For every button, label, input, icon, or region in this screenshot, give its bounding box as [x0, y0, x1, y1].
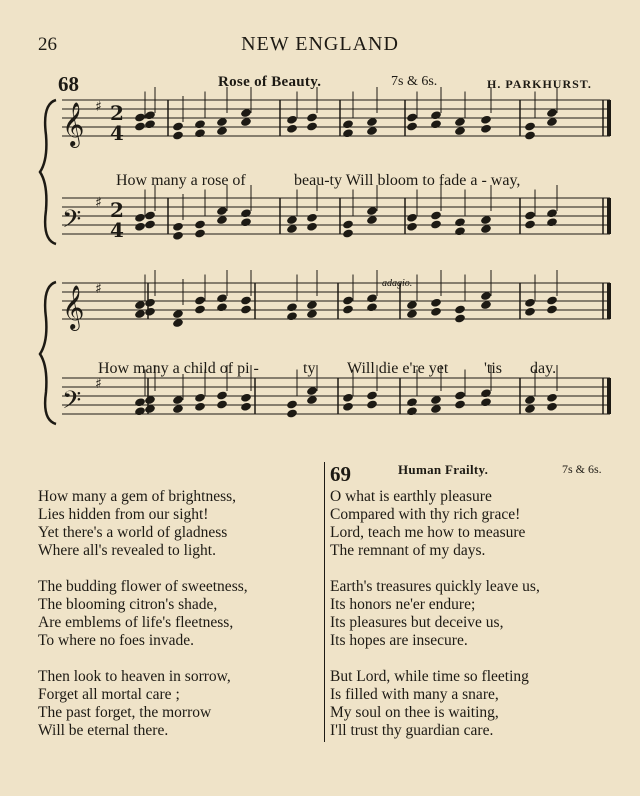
verse-line: The blooming citron's shade, — [38, 596, 218, 613]
stanza — [38, 668, 248, 740]
running-title: NEW ENGLAND — [241, 33, 399, 55]
verse-line: Its pleasures but deceive us, — [330, 614, 504, 631]
hymn-68-title: Rose of Beauty. — [218, 74, 322, 90]
notehead — [194, 402, 206, 412]
verse-line: Lies hidden from our sight! — [38, 506, 209, 523]
notehead — [430, 210, 442, 220]
notehead — [144, 219, 156, 229]
page-number: 26 — [38, 34, 57, 55]
notehead — [144, 210, 156, 220]
verse-line: The past forget, the morrow — [38, 704, 212, 721]
notehead — [134, 112, 146, 122]
notehead — [480, 115, 492, 125]
verse-line: Is filled with many a snare, — [330, 686, 499, 703]
notehead — [172, 130, 184, 140]
verse-line: Where all's revealed to light. — [38, 542, 216, 559]
stanza — [38, 488, 248, 560]
notehead — [366, 399, 378, 409]
notehead — [172, 121, 184, 131]
lyric-line-1a: How many a rose of — [116, 172, 246, 189]
notehead — [524, 307, 536, 317]
treble-clef-icon: 𝄞 — [62, 285, 85, 329]
notehead — [454, 399, 466, 409]
lyric-line-2c: Will die e're yet — [347, 360, 449, 377]
notehead — [194, 119, 206, 129]
hymn-68-number: 68 — [58, 72, 79, 96]
notehead — [546, 208, 558, 218]
lyric-line-2e: day. — [530, 360, 557, 377]
treble-clef-icon: 𝄞 — [62, 102, 85, 146]
notehead — [430, 298, 442, 308]
notehead — [454, 390, 466, 400]
notehead — [406, 397, 418, 407]
sharp-icon: ♯ — [95, 281, 102, 297]
bass-clef-icon: 𝄢 — [62, 205, 82, 240]
notehead — [480, 124, 492, 134]
notehead — [240, 393, 252, 403]
tempo-marking: adagio. — [382, 278, 413, 289]
notehead — [286, 399, 298, 409]
notehead — [286, 311, 298, 321]
notehead — [240, 217, 252, 227]
notehead — [306, 213, 318, 223]
notehead — [454, 304, 466, 314]
verse-line: Forget all mortal care ; — [38, 686, 180, 703]
notehead — [194, 393, 206, 403]
verse-line: Yet there's a world of gladness — [38, 524, 228, 541]
notehead — [286, 115, 298, 125]
verse-line: Earth's treasures quickly leave us, — [330, 578, 540, 595]
notehead — [546, 217, 558, 227]
notehead — [216, 390, 228, 400]
notehead — [306, 222, 318, 232]
notehead — [194, 304, 206, 314]
notehead — [286, 408, 298, 418]
notehead — [342, 295, 354, 305]
notehead — [134, 213, 146, 223]
verse-line: Are emblems of life's fleetness, — [38, 614, 234, 631]
stanza — [330, 488, 540, 560]
notehead — [430, 119, 442, 129]
notehead — [240, 304, 252, 314]
notehead — [342, 219, 354, 229]
verse-line: But Lord, while time so fleeting — [330, 668, 529, 685]
hymn-69-number: 69 — [330, 462, 351, 486]
notehead — [286, 302, 298, 312]
notehead — [342, 228, 354, 238]
system-braces — [40, 100, 56, 424]
verse-line: Lord, teach me how to measure — [330, 524, 526, 541]
verse-line: O what is earthly pleasure — [330, 488, 492, 505]
notehead — [524, 298, 536, 308]
column-divider — [324, 462, 325, 742]
notehead — [406, 112, 418, 122]
notehead — [144, 298, 156, 308]
time-sig-bottom: 4 — [110, 121, 124, 145]
notehead — [216, 293, 228, 303]
time-sig-top: 2 — [110, 198, 124, 222]
sharp-icon: ♯ — [95, 376, 102, 392]
notehead — [454, 226, 466, 236]
clefs — [62, 99, 102, 421]
lyric-line-1b: beau-ty Will bloom to fade a - way, — [294, 172, 521, 189]
time-sig-top: 2 — [110, 101, 124, 125]
notehead — [172, 231, 184, 241]
notehead — [480, 388, 492, 398]
hymn-69-text — [330, 488, 540, 758]
stanza — [38, 578, 248, 650]
verse-line: How many a gem of brightness, — [38, 488, 237, 505]
notehead — [524, 130, 536, 140]
notehead — [342, 128, 354, 138]
notehead — [194, 228, 206, 238]
notehead — [134, 397, 146, 407]
hymn-69-meter: 7s & 6s. — [562, 462, 602, 476]
notehead — [546, 393, 558, 403]
notehead — [216, 302, 228, 312]
notehead — [366, 302, 378, 312]
time-sig-bottom: 4 — [110, 218, 124, 242]
notehead — [342, 304, 354, 314]
bass-clef-icon: 𝄢 — [62, 386, 82, 421]
notehead — [216, 399, 228, 409]
notehead — [430, 110, 442, 120]
hymn-68-composer: H. PARKHURST. — [487, 77, 592, 91]
notehead — [524, 210, 536, 220]
notehead — [134, 121, 146, 131]
notehead — [406, 121, 418, 131]
notehead — [144, 110, 156, 120]
notehead — [406, 213, 418, 223]
notehead — [406, 406, 418, 416]
stanza — [330, 578, 540, 650]
hymn-68-meter: 7s & 6s. — [391, 74, 438, 89]
sharp-icon: ♯ — [95, 195, 102, 211]
notehead — [172, 222, 184, 232]
notehead — [524, 219, 536, 229]
verse-line: My soul on thee is waiting, — [330, 704, 499, 721]
notehead — [366, 390, 378, 400]
notehead — [454, 217, 466, 227]
verse-line: I'll trust thy guardian care. — [330, 722, 494, 739]
verse-line: Its honors ne'er endure; — [330, 596, 476, 613]
lyric-line-2d: 'tis — [484, 360, 502, 377]
notehead — [430, 219, 442, 229]
hymn-68-text — [38, 488, 248, 758]
notehead — [406, 222, 418, 232]
verse-line: Its hopes are insecure. — [330, 632, 468, 649]
verse-line: The remnant of my days. — [330, 542, 486, 559]
verse-line: Will be eternal there. — [38, 722, 169, 739]
notehead — [306, 121, 318, 131]
notehead — [546, 402, 558, 412]
notehead — [342, 402, 354, 412]
notehead — [342, 393, 354, 403]
notehead — [546, 295, 558, 305]
notehead — [134, 222, 146, 232]
notehead — [306, 112, 318, 122]
notehead — [342, 119, 354, 129]
notehead — [194, 295, 206, 305]
notehead — [524, 121, 536, 131]
notehead — [240, 208, 252, 218]
notehead — [480, 397, 492, 407]
lyric-line-2a: How many a child of pi - — [98, 360, 259, 377]
verse-line: The budding flower of sweetness, — [38, 578, 248, 595]
notehead — [134, 406, 146, 416]
verse-line: Then look to heaven in sorrow, — [38, 668, 231, 685]
notehead — [144, 119, 156, 129]
sharp-icon: ♯ — [95, 99, 102, 115]
notehead — [430, 307, 442, 317]
notehead — [546, 304, 558, 314]
notehead — [194, 128, 206, 138]
notehead — [194, 219, 206, 229]
notehead — [286, 124, 298, 134]
verse-line: Compared with thy rich grace! — [330, 506, 521, 523]
notehead — [144, 307, 156, 317]
stanza — [330, 668, 540, 740]
hymn-69-title: Human Frailty. — [398, 462, 489, 477]
notehead — [454, 313, 466, 323]
verse-line: To where no foes invade. — [38, 632, 195, 649]
notehead — [240, 402, 252, 412]
notehead — [240, 295, 252, 305]
lyric-line-2b: ty — [303, 360, 316, 377]
notehead — [366, 293, 378, 303]
